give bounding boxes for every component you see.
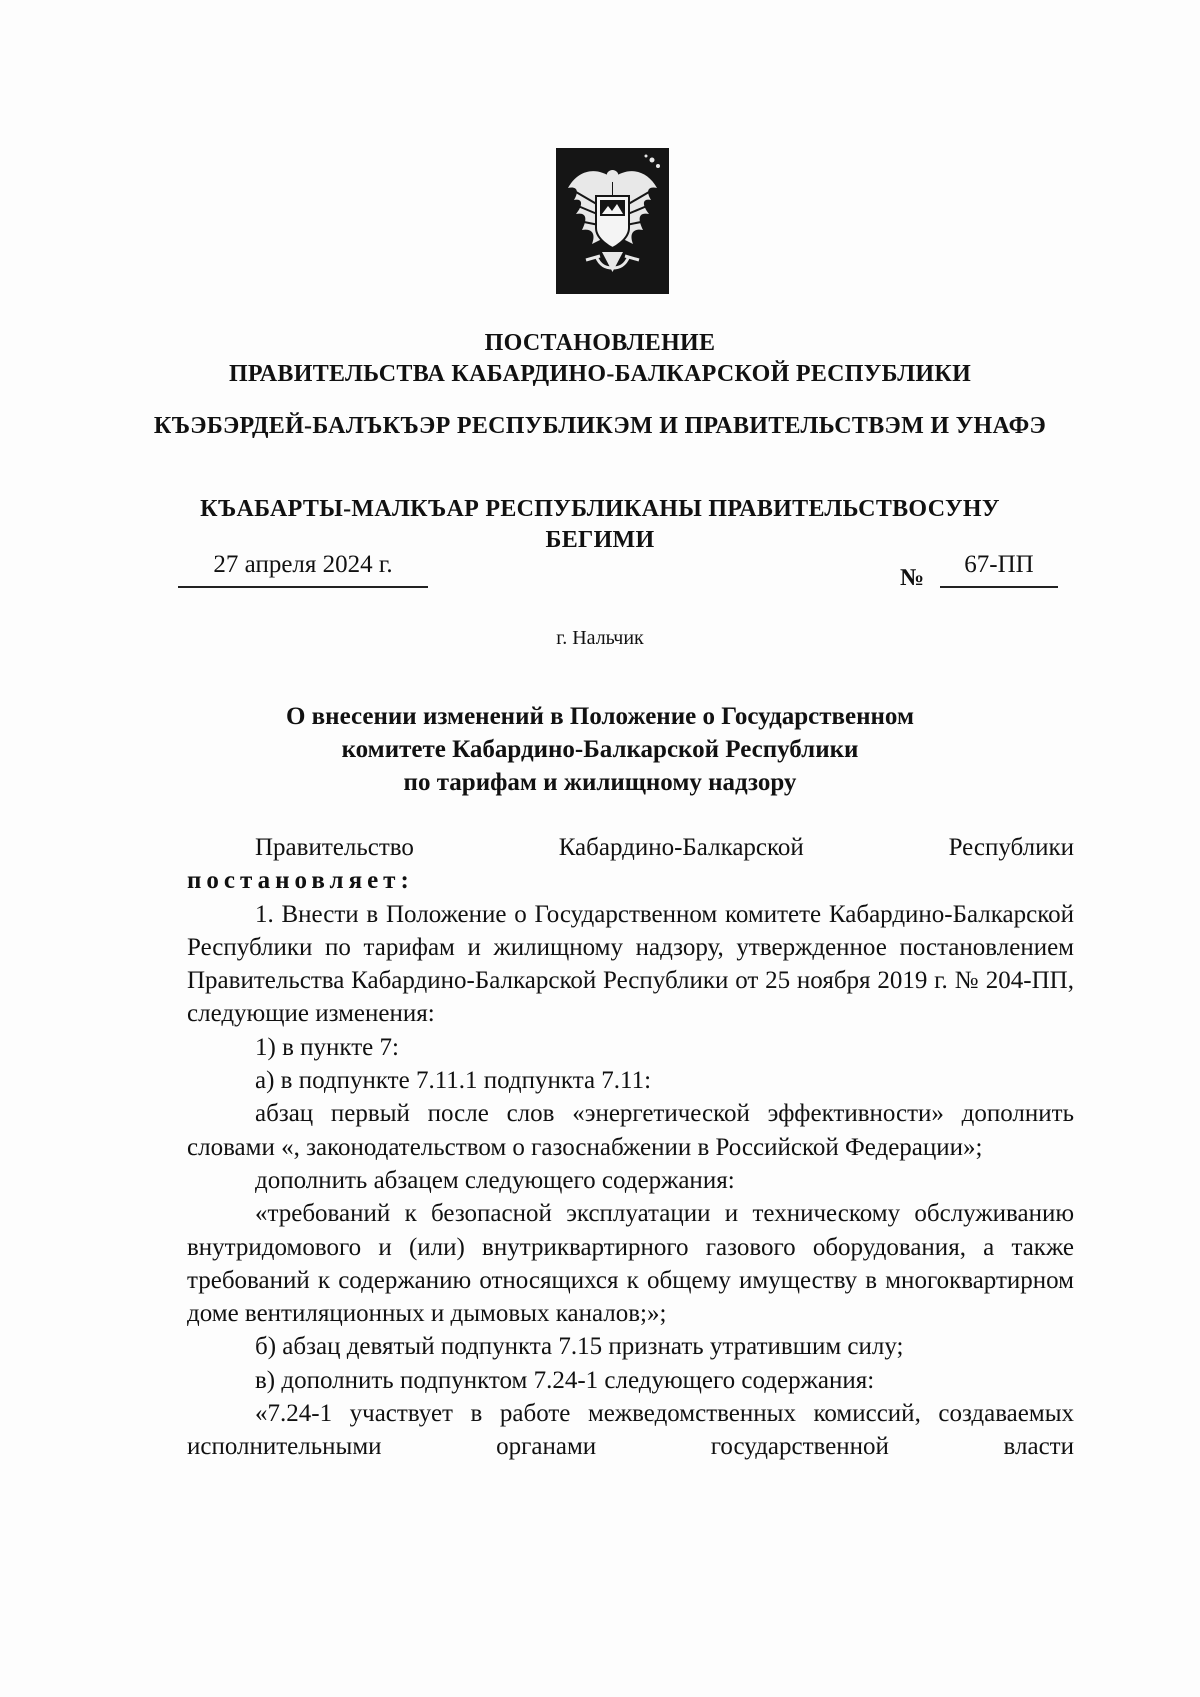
preamble-word-2: Кабардино-Балкарской (558, 834, 804, 861)
preamble-word-1: Правительство (255, 834, 414, 861)
document-body (187, 831, 1074, 1464)
paragraph-7: б) абзац девятый подпункта 7.15 признать утратившим силу; (255, 1333, 904, 1361)
heading-line-2: ПРАВИТЕЛЬСТВА КАБАРДИНО-БАЛКАРСКОЙ РЕСПУБЛИКИ (228, 361, 972, 387)
document-subject (200, 700, 1000, 799)
paragraph-9: «7.24-1 участвует в работе межведомственных комиссий, создаваемых исполнительными органами государственной власти (187, 1400, 1074, 1461)
paragraph-4: абзац первый после слов «энергетической эффективности» дополнить словами «, законодательством о газоснабжении в Российской Федерации»; (187, 1100, 1074, 1161)
subject-line-2: комитете Кабардино-Балкарской Республики (341, 736, 859, 763)
paragraph-3: а) в подпункте 7.11.1 подпункта 7.11: (255, 1067, 652, 1095)
preamble (187, 831, 1074, 864)
document-date: 27 апреля 2024 г. (178, 550, 428, 588)
preamble-word-3: Республики (948, 834, 1074, 861)
paragraph-1: 1. Внести в Положение о Государственном комитете Кабардино-Балкарской Республики по тарифам и жилищному надзору, утвержденное постановлением Правительства Кабардино-Балкарской Республики от 25 ноября 2019 г. № 204-ПП, следующие изменения: (187, 900, 1074, 1028)
subject-line-3: по тарифам и жилищному надзору (403, 769, 797, 796)
document-type-heading (150, 328, 1050, 390)
number-sign: № (900, 565, 925, 591)
decree-verb: постановляет: (187, 867, 414, 895)
coat-of-arms-emblem (556, 148, 669, 294)
paragraph-2: 1) в пункте 7: (255, 1033, 399, 1061)
subject-line-1: О внесении изменений в Положение о Государственном (285, 703, 914, 730)
paragraph-6: «требований к безопасной эксплуатации и техническому обслуживанию внутридомового и (или) внутриквартирного газового оборудования, а также требований к содержанию относящихся к общему имуществу в многоквартирном доме вентиляционных и дымовых каналов;»; (187, 1200, 1074, 1328)
document-number: 67-ПП (940, 550, 1058, 588)
city: г. Нальчик (556, 627, 644, 649)
heading-kabardian: КЪЭБЭРДЕЙ-БАЛЪКЪЭР РЕСПУБЛИКЭМ И ПРАВИТЕЛЬСТВЭМ И УНАФЭ (153, 413, 1047, 439)
heading-line-1: ПОСТАНОВЛЕНИЕ (484, 330, 716, 356)
paragraph-8: в) дополнить подпунктом 7.24-1 следующего содержания: (255, 1366, 875, 1394)
heading-balkar: КЪАБАРТЫ-МАЛКЪАР РЕСПУБЛИКАНЫ ПРАВИТЕЛЬСТВОСУНУ БЕГИМИ (200, 496, 1000, 553)
paragraph-5: дополнить абзацем следующего содержания: (255, 1166, 735, 1194)
